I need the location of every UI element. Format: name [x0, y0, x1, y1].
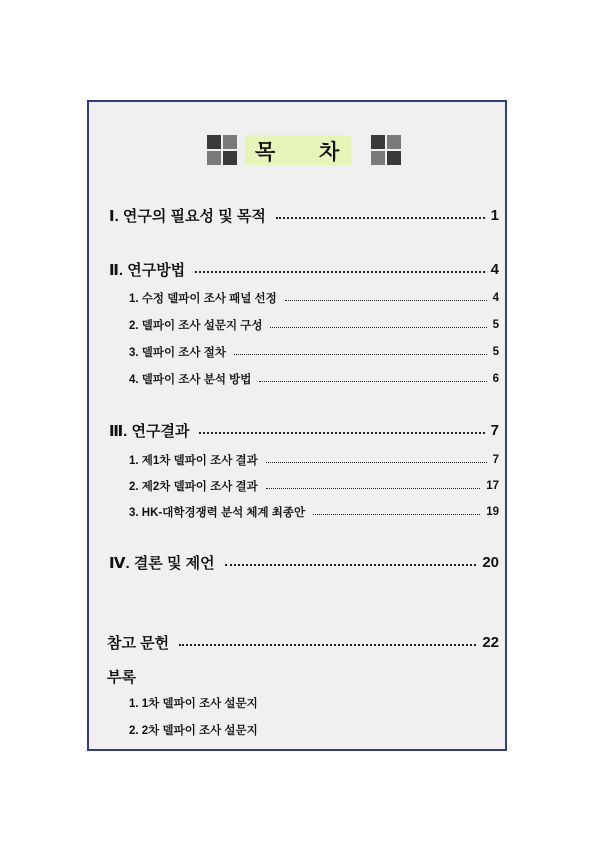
dot-leader — [259, 381, 486, 382]
dot-leader — [234, 354, 487, 355]
dot-leader — [266, 462, 487, 463]
toc-entry-label: 4. 델파이 조사 분석 방법 — [129, 374, 252, 386]
toc-entry-section-3[interactable] — [109, 420, 499, 441]
toc-entry-label: 1. 수정 델파이 조사 패널 선정 — [129, 293, 277, 305]
toc-entry-label: Ⅲ. 연구결과 — [109, 423, 190, 440]
toc-entry-label: 2. 제2차 델파이 조사 결과 — [129, 481, 258, 493]
toc-page-number: 5 — [492, 346, 499, 358]
toc-subentry[interactable]: 1. 1차 델파이 조사 설문지 — [129, 698, 258, 710]
toc-page-number: 5 — [492, 319, 499, 331]
title-char-right: 차 — [319, 141, 340, 164]
toc-subentry[interactable] — [129, 290, 499, 306]
toc-page-number: 17 — [486, 480, 499, 492]
dot-leader — [199, 432, 484, 434]
toc-entry-label: 3. 델파이 조사 절차 — [129, 347, 226, 359]
dot-leader — [313, 514, 480, 515]
toc-entry-label: 1. 제1차 델파이 조사 결과 — [129, 455, 258, 467]
four-square-bullet-icon — [207, 135, 237, 165]
toc-entry-appendix[interactable]: 부록 — [107, 669, 136, 686]
toc-subentry[interactable] — [129, 452, 499, 468]
toc-subentry[interactable] — [129, 478, 499, 494]
toc-page-number: 7 — [492, 454, 499, 466]
dot-leader — [225, 564, 477, 566]
toc-entry-label: 2. 델파이 조사 설문지 구성 — [129, 320, 263, 332]
toc-subentry[interactable]: 2. 2차 델파이 조사 설문지 — [129, 725, 258, 737]
toc-page-number: 4 — [490, 261, 499, 278]
dot-leader — [179, 644, 476, 646]
toc-page-number: 4 — [492, 292, 499, 304]
toc-page-number: 22 — [482, 634, 499, 651]
toc-entry-label: 3. HK-대학경쟁력 분석 체계 최종안 — [129, 507, 306, 519]
dot-leader — [285, 300, 487, 301]
toc-entry-references[interactable] — [107, 632, 499, 653]
toc-frame — [87, 100, 507, 751]
toc-page-number: 6 — [492, 373, 499, 385]
toc-page-number: 1 — [490, 207, 499, 224]
title-char-left: 목 — [255, 141, 276, 164]
four-square-bullet-icon — [371, 135, 401, 165]
toc-entry-section-1[interactable] — [109, 205, 499, 226]
toc-subentry[interactable] — [129, 344, 499, 360]
dot-leader — [276, 217, 485, 219]
dot-leader — [270, 327, 486, 328]
dot-leader — [195, 271, 484, 273]
toc-subentry[interactable] — [129, 504, 499, 520]
toc-subentry[interactable] — [129, 317, 499, 333]
toc-page-number: 7 — [490, 422, 499, 439]
toc-entry-label: Ⅰ. 연구의 필요성 및 목적 — [109, 208, 266, 225]
title-highlight — [245, 135, 351, 165]
dot-leader — [266, 488, 480, 489]
toc-entry-label: 참고 문헌 — [107, 635, 170, 652]
toc-entry-label: Ⅳ. 결론 및 제언 — [109, 555, 215, 572]
toc-subentry[interactable] — [129, 371, 499, 387]
toc-page-number: 20 — [482, 554, 499, 571]
toc-page-number: 19 — [486, 506, 499, 518]
toc-entry-section-2[interactable] — [109, 259, 499, 280]
toc-entry-label: Ⅱ. 연구방법 — [109, 262, 186, 279]
toc-entry-section-4[interactable] — [109, 552, 499, 573]
toc-title — [207, 135, 401, 165]
